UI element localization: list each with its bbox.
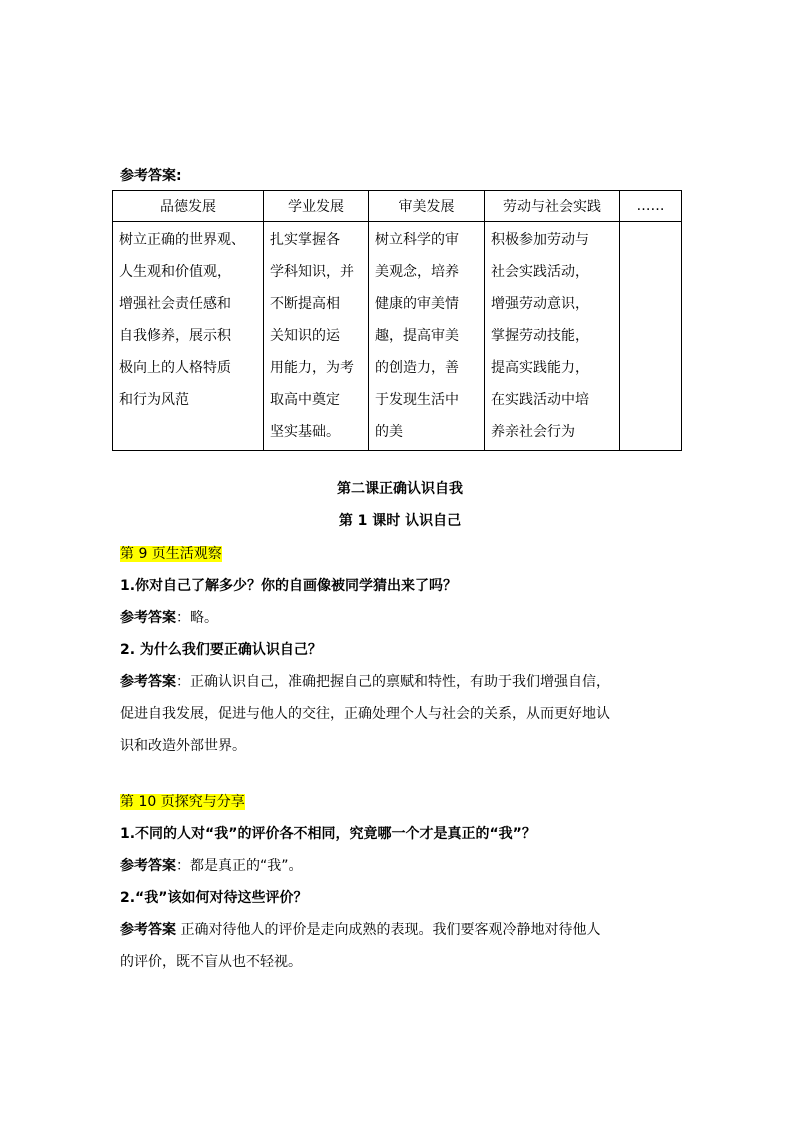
cell-line: 树立正确的世界观、 xyxy=(119,232,245,248)
cell-line: 美观念，培养 xyxy=(375,264,459,280)
cell-line: 树立科学的审 xyxy=(375,232,459,248)
cell-line: 学科知识，并 xyxy=(270,264,354,280)
answer-text: ：正确认识自己，准确把握自己的禀赋和特性，有助于我们增强自信， xyxy=(176,674,610,690)
table-header-cell: 劳动与社会实践 xyxy=(485,191,620,222)
table-cell-labor xyxy=(485,222,620,451)
table-header-cell: 品德发展 xyxy=(113,191,264,222)
cell-line: 健康的审美情 xyxy=(375,296,459,312)
section-heading: 第 10 页探究与分享 xyxy=(120,794,245,810)
cell-line: 关知识的运 xyxy=(270,328,340,344)
cell-line: 在实践活动中培 xyxy=(491,392,589,408)
answer-table xyxy=(112,190,682,451)
cell-line: 坚实基础。 xyxy=(270,424,340,440)
question-2: 2. 为什么我们要正确认识自己？ xyxy=(120,642,322,658)
answer-1 xyxy=(120,850,680,882)
cell-line: 的创造力，善 xyxy=(375,360,459,376)
answer-label: 参考答案 xyxy=(120,610,176,626)
cell-line: 积极参加劳动与 xyxy=(491,232,589,248)
cell-line: 用能力，为考 xyxy=(270,360,354,376)
cell-line: 不断提高相 xyxy=(270,296,340,312)
cell-line: 养亲社会行为 xyxy=(491,424,575,440)
answer-2-line: 识和改造外部世界。 xyxy=(120,738,246,754)
answer-label: 参考答案 xyxy=(120,674,176,690)
table-cell-moral xyxy=(113,222,264,451)
answer-text: ：略。 xyxy=(176,610,218,626)
cell-line: 取高中奠定 xyxy=(270,392,340,408)
answer-1 xyxy=(120,602,680,634)
section-heading: 第 9 页生活观察 xyxy=(120,546,222,562)
cell-line: 的美 xyxy=(375,424,403,440)
answer-2-line: 的评价，既不盲从也不轻视。 xyxy=(120,954,302,970)
table-header-cell: …… xyxy=(620,191,682,222)
cell-line: 自我修养，展示积 xyxy=(119,328,231,344)
question-2: 2.“我”该如何对待这些评价？ xyxy=(120,890,308,906)
table-cell-aesthetic xyxy=(369,222,485,451)
cell-line: 社会实践活动， xyxy=(491,264,589,280)
table-header-cell: 审美发展 xyxy=(369,191,485,222)
answer-label: 参考答案 xyxy=(120,858,176,874)
question-1: 1.你对自己了解多少？你的自画像被同学猜出来了吗？ xyxy=(120,578,458,594)
section-page-9 xyxy=(120,538,680,762)
table-row xyxy=(113,222,682,451)
cell-line: 于发现生活中 xyxy=(375,392,459,408)
answer-2-line: 促进自我发展，促进与他人的交往，正确处理个人与社会的关系，从而更好地认 xyxy=(120,706,610,722)
answer-label: 参考答案 xyxy=(120,922,176,938)
answer-2 xyxy=(120,666,680,698)
cell-line: 增强劳动意识， xyxy=(491,296,589,312)
cell-line: 扎实掌握各 xyxy=(270,232,340,248)
cell-line: 趣，提高审美 xyxy=(375,328,459,344)
question-1: 1.不同的人对“我”的评价各不相同，究竟哪一个才是真正的“我”？ xyxy=(120,826,536,842)
table-header-cell: 学业发展 xyxy=(264,191,369,222)
table-header-row xyxy=(113,191,682,222)
answer-2 xyxy=(120,914,680,946)
cell-line: 提高实践能力， xyxy=(491,360,589,376)
cell-line: 和行为风范 xyxy=(119,392,189,408)
section-page-10 xyxy=(120,786,680,978)
cell-line: 掌握劳动技能， xyxy=(491,328,589,344)
answer-text: ：都是真正的“我”。 xyxy=(176,858,303,874)
lesson-subtitle: 第 1 课时 认识自己 xyxy=(338,513,462,529)
table-cell-academic xyxy=(264,222,369,451)
answer-text: 正确对待他人的评价是走向成熟的表现。我们要客观冷静地对待他人 xyxy=(176,922,601,938)
lesson-title: 第二课正确认识自我 xyxy=(337,481,463,497)
cell-line: 人生观和价值观， xyxy=(119,264,231,280)
cell-line: 极向上的人格特质 xyxy=(119,360,231,376)
answer-label: 参考答案: xyxy=(120,168,182,184)
table-cell-empty xyxy=(620,222,682,451)
cell-line: 增强社会责任感和 xyxy=(119,296,231,312)
